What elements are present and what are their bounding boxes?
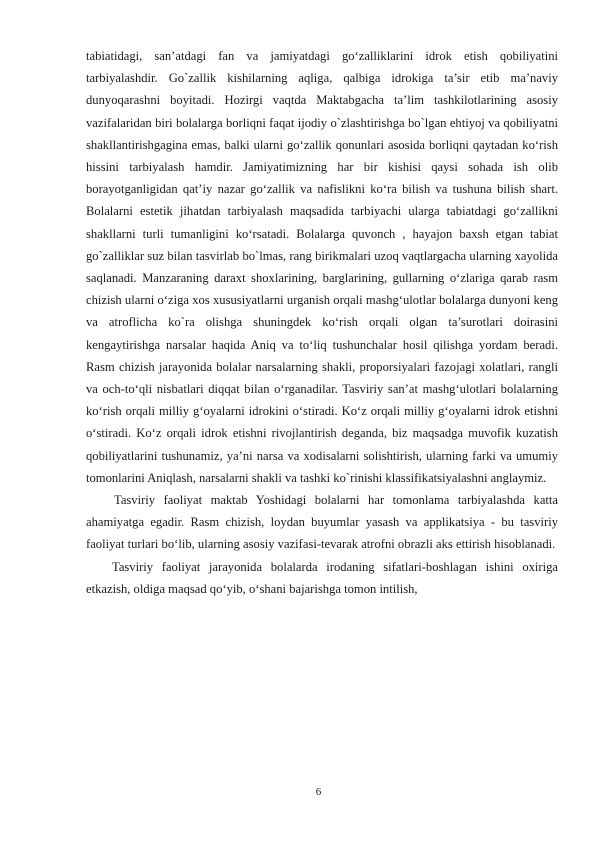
paragraph-1: tabiatidagi, san’atdagi fan va jamiyatdagi go‘zalliklarini idrok etish qobiliyatini tarbiyalashdir. Go`zallik kishilarning aqliga, qalbiga idrokiga ta’sir etib ma’naviy dunyoqarashni boyitadi. Hozirgi vaqtda Maktabgacha ta’lim tashkilotlarining asosiy vazifalaridan biri bolalarga borliqni faqat ijodiy o`zlashtirishga bo`lgan ehtiyoj va qobiliyatni shakllantirishgagina emas, balki ularni go‘zallik qonunlari asosida borliqni qaytadan ko‘rish hissini tarbiyalash hamdir. Jamiyatimizning har bir kishisi qaysi sohada ish olib borayotganligidan qat’iy nazar go‘zallik va nafislikni ko‘ra bilish va tushuna bilish shart. Bolalarni estetik jihatdan tarbiyalash maqsadida tarbiyachi ularga tabiatdagi go‘zallikni shakllarni turli tumanligini ko‘rsatadi. Bolalarga quvonch , hayajon baxsh etgan tabiat go`zalliklar suz bilan tasvirlab bo`lmas, rang birikmalari uzoq vaqtlargacha ularning xayolida saqlanadi. Manzaraning daraxt shoxlarining, barglarining, gullarning o‘zlariga qarab rasm chizish ularni o‘ziga xos xususiyatlarni urganish orqali mashg‘ulotlar bolalarga dunyoni keng va atroflicha ko`ra olishga shuningdek ko‘rish orqali olgan ta’surotlari doirasini kengaytirishga narsalar haqida Aniq va to‘liq tushunchalar hosil qilishga yordam beradi. Rasm chizish jarayonida bolalar narsalarning shakli, proporsiyalari fazojagi xolatlari, rangli va och-to‘qli nisbatlari diqqat bilan o‘rganadilar. Tasviriy san’at mashg‘ulotlari bolalarning ko‘rish orqali milliy g‘oyalarni idrokini o‘stiradi. Ko‘z orqali milliy g‘oyalarni idrok etishni o‘stiradi. Ko‘z orqali idrok etishni rivojlantirish deganda, biz maqsadga muvofik kuzatish qobiliyatlarini tushunamiz, ya’ni narsa va xodisalarni solishtirish, ularning farki va umumiy tomonlarini Aniqlash, narsalarni shakli va tashki ko`rinishi klassifikatsiyalashni anglaymiz.	[86, 49, 558, 485]
document-page	[86, 45, 558, 600]
paragraph-2: Tasviriy faoliyat maktab Yoshidagi bolalarni har tomonlama tarbiyalashda katta ahamiyatga egadir. Rasm chizish, loydan buyumlar yasash va applikatsiya - bu tasviriy faoliyat turlari bo‘lib, ularning asosiy vazifasi-tevarak atrofni obrazli aks ettirish hisoblanadi.	[86, 493, 558, 552]
paragraph-3: Tasviriy faoliyat jarayonida bolalarda irodaning sifatlari-boshlagan ishini oxiriga etkazish, oldiga maqsad qo‘yib, o‘shani bajarishga tomon intilish,	[86, 559, 558, 596]
page-number: 6	[315, 786, 322, 798]
